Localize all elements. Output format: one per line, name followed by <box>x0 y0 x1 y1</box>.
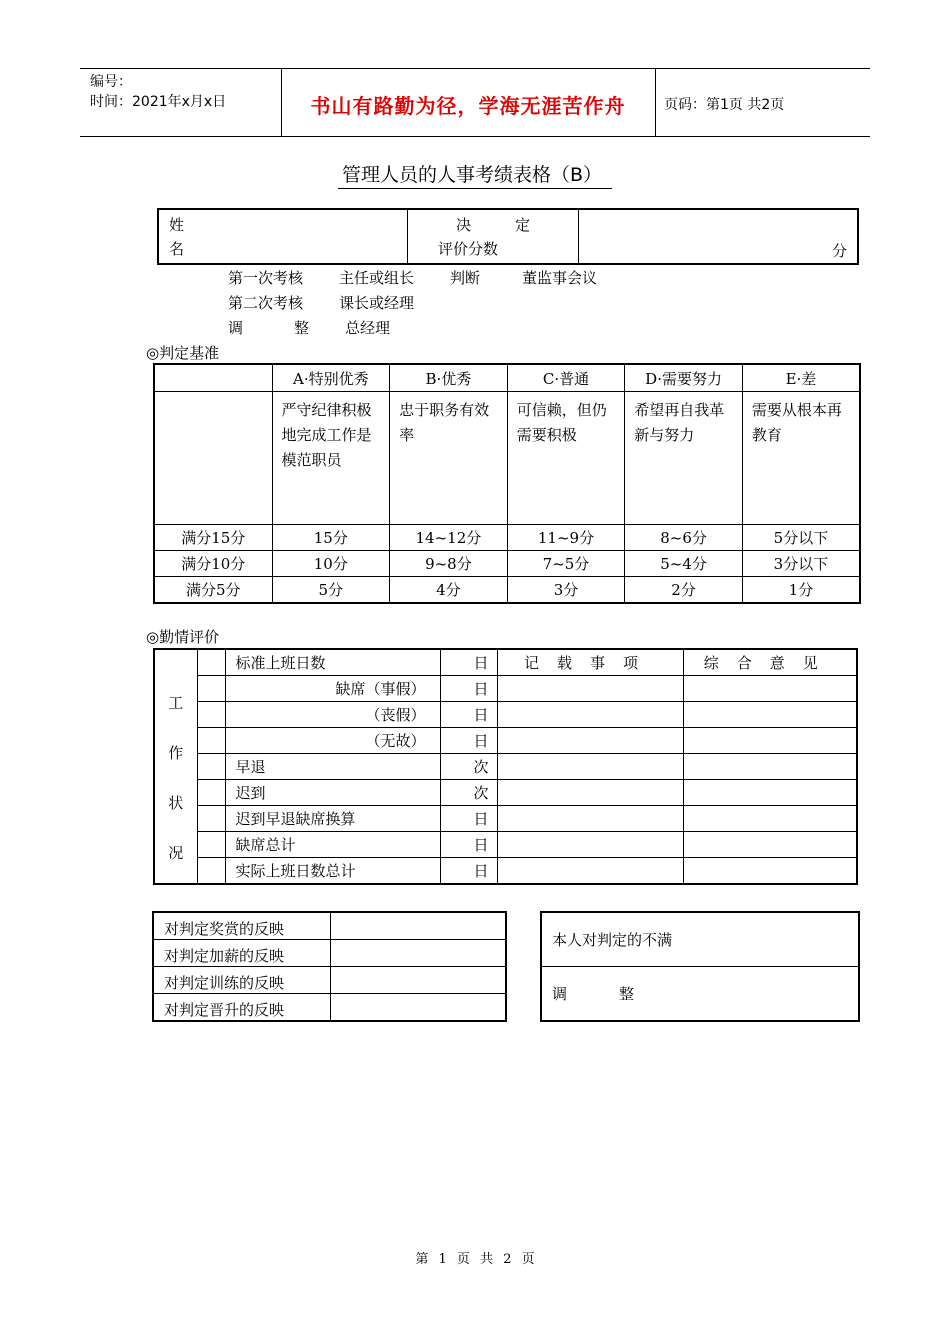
record-cell[interactable] <box>497 780 683 806</box>
reaction-label: 对判定加薪的反映 <box>153 940 330 967</box>
record-cell[interactable] <box>497 806 683 832</box>
reaction-value[interactable] <box>330 912 506 940</box>
score-cell: 9~8分 <box>390 551 508 577</box>
header-divider <box>655 68 656 136</box>
reaction-value[interactable] <box>330 940 506 967</box>
reaction-label: 对判定奖赏的反映 <box>153 912 330 940</box>
score-row-label: 满分15分 <box>154 525 272 551</box>
review-line-1: 第一次考核 主任或组长 判断 董监事会议 <box>228 269 598 287</box>
opinion-cell[interactable] <box>683 832 857 858</box>
score-cell: 11~9分 <box>507 525 625 551</box>
record-cell[interactable] <box>497 832 683 858</box>
record-cell[interactable] <box>497 728 683 754</box>
score-cell: 3分 <box>507 577 625 604</box>
header-motto: 书山有路勤为径，学海无涯苦作舟 <box>310 94 626 118</box>
record-cell[interactable] <box>497 754 683 780</box>
opinion-cell[interactable] <box>683 676 857 702</box>
score-row-label: 满分5分 <box>154 577 272 604</box>
opinion-cell[interactable] <box>683 858 857 885</box>
attendance-unit: 日 <box>440 676 497 702</box>
grade-header: B·优秀 <box>390 364 508 392</box>
grade-header: D·需要努力 <box>625 364 743 392</box>
score-row <box>154 525 860 551</box>
score-cell: 7~5分 <box>507 551 625 577</box>
attendance-unit: 次 <box>440 754 497 780</box>
grade-description: 忠于职务有效率 <box>390 392 508 525</box>
header-meta <box>90 72 226 112</box>
attendance-unit: 日 <box>440 702 497 728</box>
attendance-table <box>153 648 858 885</box>
score-row-label: 满分10分 <box>154 551 272 577</box>
page-footer: 第 1 页 共 2 页 <box>415 1252 535 1267</box>
score-cell: 8~6分 <box>625 525 743 551</box>
score-row <box>154 551 860 577</box>
criteria-table <box>153 363 861 604</box>
reaction-label: 对判定晋升的反映 <box>153 994 330 1022</box>
grade-description: 严守纪律积极地完成工作是模范职员 <box>272 392 390 525</box>
score-cell: 2分 <box>625 577 743 604</box>
review-line-2: 第二次考核 课长或经理 <box>228 294 415 312</box>
score-cell: 1分 <box>742 577 860 604</box>
reaction-value[interactable] <box>330 967 506 994</box>
attendance-row-label: 缺席（事假） <box>225 676 440 702</box>
name-score-table <box>157 208 859 265</box>
attendance-row-label: 迟到早退缺席换算 <box>225 806 440 832</box>
criteria-corner <box>154 364 272 392</box>
attendance-row-label: 实际上班日数总计 <box>225 858 440 885</box>
attendance-unit: 次 <box>440 780 497 806</box>
header-page-number: 页码：第1页 共2页 <box>664 97 785 113</box>
reaction-label: 对判定训练的反映 <box>153 967 330 994</box>
opinion-cell[interactable] <box>683 780 857 806</box>
record-cell[interactable] <box>497 858 683 885</box>
score-cell: 10分 <box>272 551 390 577</box>
score-row <box>154 577 860 604</box>
header-top-rule <box>80 68 870 69</box>
attendance-unit: 日 <box>440 806 497 832</box>
page-title: 管理人员的人事考绩表格（B） <box>0 160 950 187</box>
score-cell: 5分 <box>272 577 390 604</box>
reaction-table <box>152 911 507 1022</box>
criteria-desc-corner <box>154 392 272 525</box>
adjustment-field[interactable]: 调 整 <box>541 967 859 1022</box>
opinion-header: 综合意见 <box>683 649 857 676</box>
attendance-section-title: ◎勤情评价 <box>146 628 220 646</box>
record-header: 记载事项 <box>497 649 683 676</box>
grade-header: A·特别优秀 <box>272 364 390 392</box>
attendance-row-label: 早退 <box>225 754 440 780</box>
opinion-cell[interactable] <box>683 754 857 780</box>
opinion-cell[interactable] <box>683 806 857 832</box>
dissatisfaction-field[interactable]: 本人对判定的不满 <box>541 912 859 967</box>
score-cell: 14~12分 <box>390 525 508 551</box>
work-status-category: 工 作 状 况 <box>154 649 197 884</box>
self-review-table <box>540 911 860 1022</box>
grade-header: C·普通 <box>507 364 625 392</box>
reaction-value[interactable] <box>330 994 506 1022</box>
attendance-unit: 日 <box>440 858 497 885</box>
score-cell: 15分 <box>272 525 390 551</box>
criteria-section-title: ◎判定基准 <box>146 344 220 362</box>
attendance-row-label: （丧假） <box>225 702 440 728</box>
attendance-unit: 日 <box>440 728 497 754</box>
grade-description: 可信赖，但仍需要积极 <box>507 392 625 525</box>
opinion-cell[interactable] <box>683 728 857 754</box>
record-cell[interactable] <box>497 676 683 702</box>
grade-description: 需要从根本再教育 <box>742 392 860 525</box>
score-cell: 5~4分 <box>625 551 743 577</box>
doc-date-label: 时间：2021年x月x日 <box>90 94 227 110</box>
doc-number-label: 编号： <box>90 74 132 90</box>
decided-score-label-cell: 决 定 评价分数 <box>408 209 579 264</box>
review-line-3: 调 整 总经理 <box>228 319 391 337</box>
score-cell: 4分 <box>390 577 508 604</box>
attendance-row-label: 迟到 <box>225 780 440 806</box>
record-cell[interactable] <box>497 702 683 728</box>
score-cell: 5分以下 <box>742 525 860 551</box>
attendance-row-label: （无故） <box>225 728 440 754</box>
attendance-unit: 日 <box>440 649 497 676</box>
attendance-row-label: 缺席总计 <box>225 832 440 858</box>
name-cell[interactable]: 姓 名 <box>158 209 408 264</box>
score-cell: 3分以下 <box>742 551 860 577</box>
grade-header: E·差 <box>742 364 860 392</box>
opinion-cell[interactable] <box>683 702 857 728</box>
header-bottom-rule <box>80 136 870 137</box>
score-value-cell[interactable]: 分 <box>579 209 859 264</box>
attendance-unit: 日 <box>440 832 497 858</box>
attendance-row-label: 标准上班日数 <box>225 649 440 676</box>
grade-description: 希望再自我革新与努力 <box>625 392 743 525</box>
